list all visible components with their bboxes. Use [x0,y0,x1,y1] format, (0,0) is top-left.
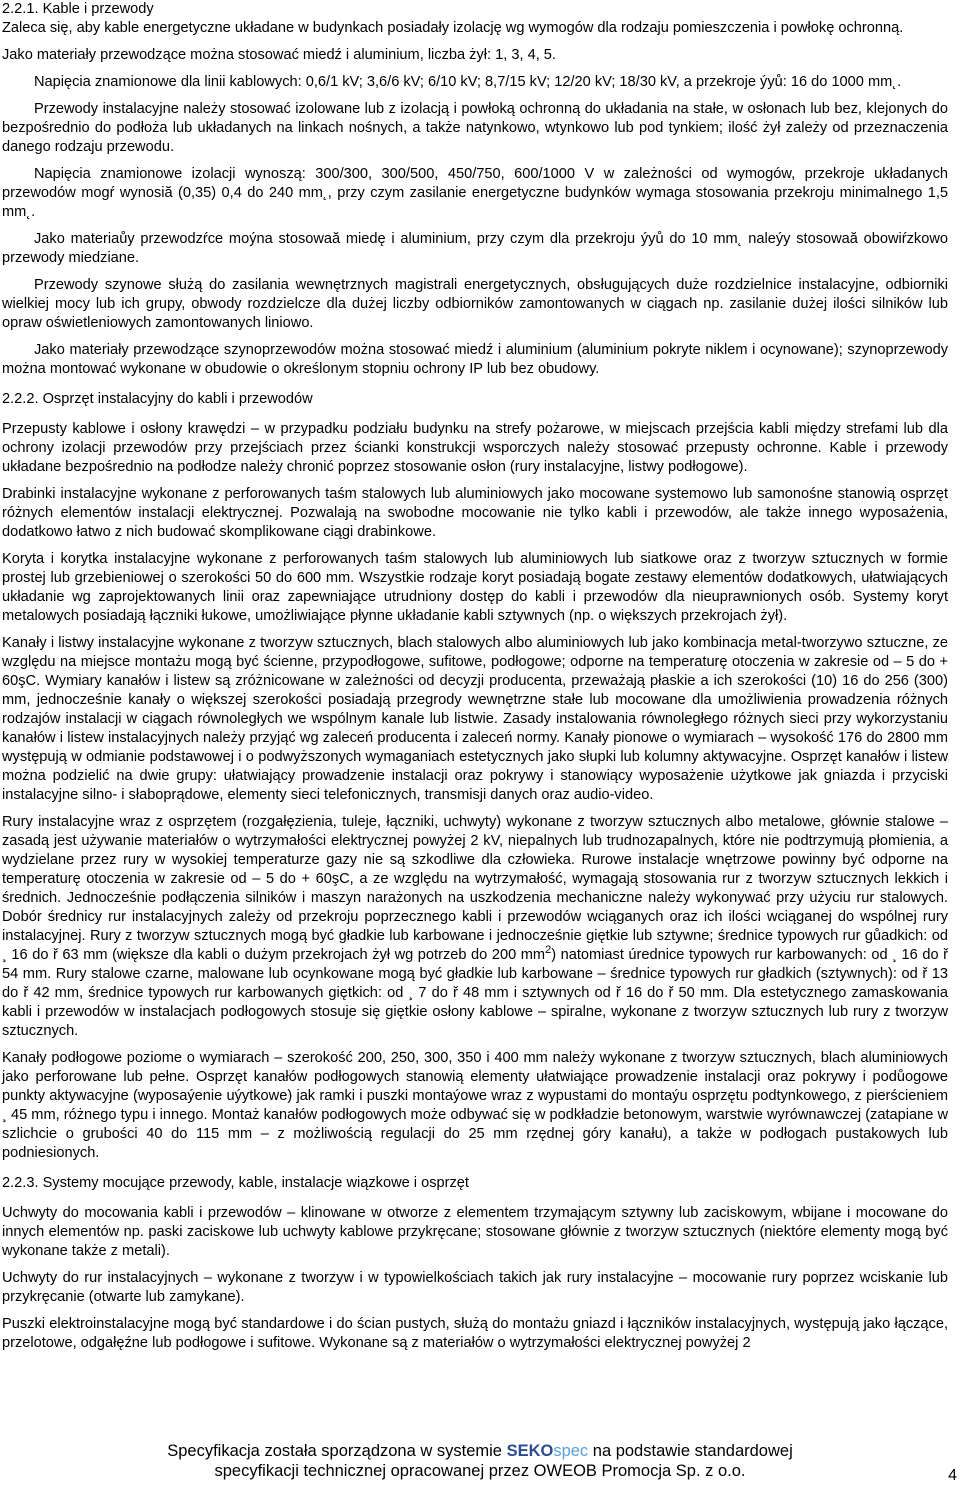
section-heading-2-2-3: 2.2.3. Systemy mocujące przewody, kable, instalacje wiązkowe i osprzęt [2,1175,469,1191]
paragraph: Przewody instalacyjne należy stosować izolowane lub z izolacją i powłoką ochronną do układania na stałe, w osłonach lub bez, klejonych do bezpośrednio do podłoża lub układanych na linkach nośnych, a także natynkowo, wtynkowo lub pod tynkiem; ilość żył zależy od przeznaczenia danego rodzaju przewodu. [2,101,948,155]
sekospec-logo [507,1442,589,1460]
paragraph: Puszki elektroinstalacyjne mogą być standardowe i do ścian pustych, służą do montażu gniazd i łączników instalacyjnych, występują jako łączące, przelotowe, odgałęźne lub podłogowe i sufitowe. Wykonane są z materiałów o wytrzymałości elektrycznej powyżej 2 [2,1316,948,1351]
paragraph: Jako materiały przewodzące szynoprzewodów można stosować miedź i aluminium (aluminium pokryte niklem i ocynowane); szynoprzewody można montować wykonane w obudowie o określonym stopniu ochrony IP lub bez obudowy. [2,342,948,377]
paragraph: Drabinki instalacyjne wykonane z perforowanych taśm stalowych lub aluminiowych jako mocowane systemowo lub samonośne stanowią osprzęt różnych elementów instalacji elektrycznej. Pozwalają na swobodne mocowanie nie tylko kabli i przewodów, ale także innego wyposażenia, dodatkowo łatwo z nich budować skomplikowane ciągi drabinkowe. [2,486,948,540]
section-heading-2-2-2: 2.2.2. Osprzęt instalacyjny do kabli i przewodów [2,391,313,407]
paragraph: Jako materiaůy przewodzŕce moýna stosowaă miedę i aluminium, przy czym dla przekroju ýyů do 10 mm˛ naleýy stosowaă obowiŕzkowo przewody miedziane. [2,231,948,266]
footer-line-1 [0,1441,960,1461]
superscript: 2 [545,944,552,956]
page-number: 4 [948,1467,957,1484]
paragraph: Napięcia znamionowe izolacji wynoszą: 300/300, 300/500, 450/750, 600/1000 V w zależności od wymogów, przekroje układanych przewodów mogŕ wynosiă (0,35) 0,4 do 240 mm˛, przy czym zasilanie energetyczne budynków wymaga stosowania przekroju minimalnego 1,5 mm˛. [2,166,948,220]
paragraph: Napięcia znamionowe dla linii kablowych: 0,6/1 kV; 3,6/6 kV; 6/10 kV; 8,7/15 kV; 12/20 kV; 18/30 kV, a przekroje ýyů: 16 do 1000 mm˛. [34,74,902,90]
section-heading-2-2-1: 2.2.1. Kable i przewody [2,1,154,17]
logo-text-b: spec [553,1442,589,1460]
paragraph: Przepusty kablowe i osłony krawędzi – w przypadku podziału budynku na strefy pożarowe, w miejscach przejścia kabli między strefami lub dla ochrony izolacji przewodów przy przejściach przez ścianki konstrukcji wsporczych należy stosować przepusty ochronne. Kable i przewody układane bezpośrednio na podłodze należy chronić poprzez stosowanie osłon (rury instalacyjne, listwy podłogowe). [2,421,948,475]
paragraph: Uchwyty do rur instalacyjnych – wykonane z tworzyw i w typowielkościach takich jak rury instalacyjne – mocowanie rury poprzez wciskanie lub przykręcanie (otwarte lub zamykane). [2,1270,948,1305]
logo-text-a: SEKO [506,1442,554,1460]
paragraph-text: ) natomiast úrednice typowych rur karbowanych: od ¸ 16 do ř 54 mm. Rury stalowe czarne, malowane lub ocynkowane mogą być gładkie lub karbowane – średnice typowych rur gładkich (sztywnych): od ř 13 do ř 42 mm, średnice typowych rur karbowanych giętkich: od ¸ 7 do ř 48 mm i sztywnych od ř 16 do ř 50 mm. Dla estetycznego zamaskowania kabli i przewodów w instalacjach podłogowych stosuje się giętkie osłony kablowe – spiralne, wykonane z tworzyw sztucznych lub rury z tworzyw sztucznych. [2,947,948,1039]
footer-text: na podstawie standardowej [588,1442,793,1460]
footer-text: Specyfikacja została sporządzona w systemie [167,1442,507,1460]
paragraph: Koryta i korytka instalacyjne wykonane z perforowanych taśm stalowych lub aluminiowych lub siatkowe oraz z tworzyw sztucznych w formie prostej lub grzebieniowej o szerokości 50 do 600 mm. Wszystkie rodzaje koryt posiadają bogate zestawy elementów dodatkowych, ułatwiających układanie wg zaprojektowanych linii oraz zapewniające utrudniony dostęp do kabli i przewodów dla nieuprawnionych osób. Systemy koryt metalowych posiadają łączniki łukowe, umożliwiające płynne układanie kabli sztywnych (np. o większych przekrojach żył). [2,551,948,624]
paragraph: Uchwyty do mocowania kabli i przewodów – klinowane w otworze z elementem trzymającym sztywny lub zaciskowym, wbijane i mocowane do innych elementów np. paski zaciskowe lub uchwyty kablowe przykręcane; stosowane głównie z tworzyw sztucznych (niektóre elementy mogą być wykonane także z metali). [2,1205,948,1259]
paragraph: Jako materiały przewodzące można stosować miedź i aluminium, liczba żył: 1, 3, 4, 5. [2,47,556,63]
document-page [2,0,948,1353]
paragraph: Przewody szynowe służą do zasilania wewnętrznych magistrali energetycznych, obsługujących duże rozdzielnice instalacyjne, odbiorniki wielkiej mocy lub ich grupy, obwody rozdzielcze dla dużej liczby odbiorników zamontowanych w ciągach np. zasilanie dużej ilości silników lub opraw oświetleniowych zamontowanych liniowo. [2,277,948,331]
paragraph [2,813,948,1041]
paragraph: Kanały podłogowe poziome o wymiarach – szerokość 200, 250, 300, 350 i 400 mm należy wykonane z tworzyw sztucznych, blach aluminiowych jako perforowane lub pełne. Osprzęt kanałów podłogowych stanowią elementy ułatwiające prowadzenie instalacji oraz pokrywy i podůogowe punkty aktywacyjne (wyposaýenie uýytkowe) jak ramki i puszki montaýowe wraz z wypustami do montaýu osprzętu podtynkowego, z pierścieniem ¸ 45 mm, różnego typu i innego. Montaż kanałów podłogowych może odbywać się w podkładzie betonowym, warstwie wyrównawczej (zatapiane w szlichcie o grubości 40 do 115 mm – z możliwością regulacji do 25 mm rzędnej góry kanału), a także w podłogach pustakowych lub podniesionych. [2,1050,948,1161]
paragraph-text: Rury instalacyjne wraz z osprzętem (rozgałęzienia, tuleje, łączniki, uchwyty) wykonane z tworzyw sztucznych albo metalowe, głównie stalowe – zasadą jest używanie materiałów o wytrzymałości elektrycznej powyżej 2 kV, niepalnych lub trudnozapalnych, które nie podtrzymują płomienia, a wydzielane przez rury w wysokiej temperaturze gazy nie są szkodliwe dla człowieka. Rurowe instalacje wnętrzowe powinny być odporne na temperaturę otoczenia w zakresie od – 5 do + 60şC, a ze względu na wytrzymałość, wymagają stosowania rur z tworzyw sztucznych lekkich i średnich. Jednocześnie podłączenia silników i maszyn narażonych na uszkodzenia mechaniczne należy wykonywać przy użyciu rur stalowych. Dobór średnicy rur instalacyjnych zależy od przekroju poprzecznego kabli i przewodów wciąganych oraz ich ilości wciąganej do wspólnej rury instalacyjnej. Rury z tworzyw sztucznych mogą być gładkie lub karbowane i jednocześnie giętkie lub sztywne; średnice typowych rur gůadkich: od ¸ 16 do ř 63 mm (większe dla kabli o dużym przekrojach żył wg potrzeb do 200 mm [2,814,948,963]
paragraph: Kanały i listwy instalacyjne wykonane z tworzyw sztucznych, blach stalowych albo aluminiowych lub jako kombinacja metal-tworzywo sztuczne, ze względu na miejsce montażu mogą być ścienne, przypodłogowe, sufitowe, podłogowe; odporne na temperaturę otoczenia w zakresie od – 5 do + 60şC. Wymiary kanałów i listew są zróżnicowane w zależności od decyzji producenta, przeważają płaskie a ich szerokości (10) 16 do 256 (300) mm, jednocześnie kanały o większej szerokości posiadają przegrody wewnętrzne stałe lub mocowane dla umożliwienia prowadzenia różnych rodzajów instalacji w ciągach równoległych we wspólnym kanale lub listwie. Zasady instalowania równoległego różnych sieci przy wykorzystaniu kanałów i listew instalacyjnych należy przyjąć wg zaleceń producenta i zaleceń normy. Kanały pionowe o wymiarach – wysokość 176 do 2800 mm występują w odmianie podstawowej i o podwyższonych wymaganiach estetycznych jako słupki lub kolumny aktywacyjne. Osprzęt kanałów i listew można podzielić na dwie grupy: ułatwiający prowadzenie instalacji oraz pokrywy i stanowiący wyposażenie użytkowe jak gniazda i przyciski instalacyjne silno- i słaboprądowe, elementy sieci telefonicznych, transmisji danych oraz audio-video. [2,635,948,803]
paragraph: Zaleca się, aby kable energetyczne układane w budynkach posiadały izolację wg wymogów dla rodzaju pomieszczenia i powłokę ochronną. [2,20,904,36]
footer-line-2: specyfikacji technicznej opracowanej przez OWEOB Promocja Sp. z o.o. [214,1462,746,1480]
page-footer [0,1441,960,1481]
